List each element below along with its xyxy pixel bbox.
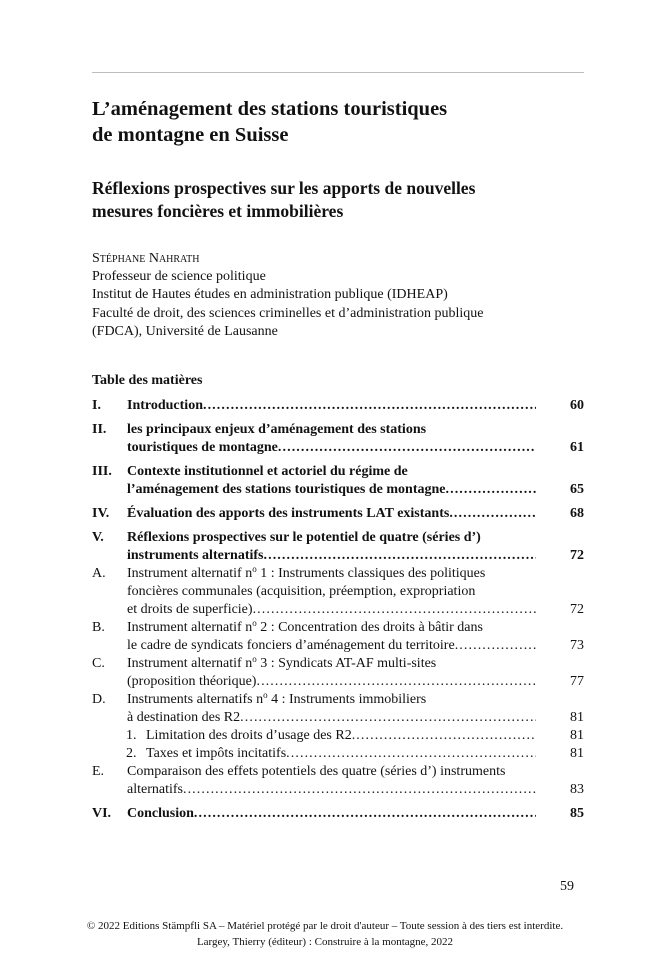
toc-entry-title: le cadre de syndicats fonciers d’aménagement du territoire	[127, 638, 455, 653]
toc-entry-page: 72	[570, 602, 584, 617]
author-name: Stéphane Nahrath	[92, 251, 200, 266]
toc-entry-line: Instruments alternatifs $n^o$ 4 : Instruments immobiliers	[127, 690, 427, 707]
toc-entry-number: D.	[92, 692, 106, 707]
dot-leader	[446, 481, 537, 499]
toc-entry-line: Instrument alternatif $n^o$ 2 : Concentration des droits à bâtir dans	[127, 618, 483, 635]
toc-entry-line: Instrument alternatif $n^o$ 3 : Syndicats AT-AF multi-sites	[127, 654, 437, 671]
toc-entry-page: 61	[570, 440, 584, 455]
toc-entry-page: 81	[570, 728, 584, 743]
toc-entry-number: A.	[92, 566, 106, 581]
toc-entry-line: Contexte institutionnel et actoriel du régime de	[127, 464, 408, 479]
dot-leader	[278, 439, 536, 457]
toc-entry	[92, 691, 584, 727]
subtitle-line: mesures foncières et immobilières	[92, 201, 344, 221]
toc-entry-title: l’aménagement des stations touristiques de montagne	[127, 482, 446, 497]
toc-entry	[92, 619, 584, 655]
toc-entry	[92, 397, 584, 415]
toc-entry-title: Limitation des droits d’usage des R2	[146, 728, 352, 743]
toc-entry	[92, 463, 584, 499]
toc-entry-title: instruments alternatifs	[127, 548, 264, 563]
toc-entry	[92, 763, 584, 799]
toc-entry-title: à destination des R2	[127, 710, 241, 725]
toc-entry-title: Conclusion	[127, 806, 194, 821]
toc-entry-number: E.	[92, 764, 105, 779]
chapter-subtitle	[92, 177, 592, 223]
footer-line: © 2022 Editions Stämpfli SA – Matériel protégé par le droit d'auteur – Toute session à des tiers est interdite.	[86, 920, 564, 932]
toc-entry	[92, 565, 584, 619]
dot-leader	[286, 745, 536, 763]
title-line: de montagne en Suisse	[92, 124, 289, 146]
toc-entry-number: 2.	[126, 746, 137, 761]
toc-entry-page: 85	[570, 806, 584, 821]
toc-entry	[92, 745, 584, 763]
author-affiliation: Institut de Hautes études en administration publique (IDHEAP)	[92, 287, 448, 303]
toc-entry-number: 1.	[126, 728, 137, 743]
toc-entry	[92, 805, 584, 823]
toc-entry-title: Évaluation des apports des instruments LAT existants	[127, 506, 450, 521]
table-of-contents	[92, 397, 584, 823]
dot-leader	[352, 727, 536, 745]
toc-entry-line: Instrument alternatif $n^o$ 1 : Instruments classiques des politiques	[127, 564, 486, 581]
toc-entry-number: V.	[92, 530, 104, 545]
dot-leader	[253, 601, 536, 619]
toc-heading: Table des matières	[92, 373, 203, 388]
toc-entry	[92, 505, 584, 523]
author-affiliation: Professeur de science politique	[92, 269, 266, 285]
toc-entry	[92, 727, 584, 745]
title-line: L’aménagement des stations touristiques	[92, 98, 448, 120]
toc-entry-page: 73	[570, 638, 584, 653]
dot-leader	[256, 673, 536, 691]
dot-leader	[264, 547, 537, 565]
dot-leader	[455, 637, 536, 655]
dot-leader	[194, 805, 536, 823]
toc-entry-page: 65	[570, 482, 584, 497]
toc-entry-number: III.	[92, 464, 112, 479]
toc-entry-title: (proposition théorique)	[127, 674, 257, 689]
toc-entry-line: les principaux enjeux d’aménagement des stations	[127, 422, 427, 437]
toc-entry-line: Comparaison des effets potentiels des quatre (séries d’) instruments	[127, 764, 506, 779]
toc-entry-page: 81	[570, 710, 584, 725]
toc-entry-page: 81	[570, 746, 584, 761]
toc-entry-title: Taxes et impôts incitatifs	[146, 746, 287, 761]
footer-line: Largey, Thierry (éditeur) : Construire à la montagne, 2022	[196, 936, 454, 948]
toc-entry-title: touristiques de montagne	[127, 440, 278, 455]
author-affiliation: (FDCA), Université de Lausanne	[92, 323, 278, 339]
toc-entry-number: II.	[92, 422, 107, 437]
top-rule	[92, 72, 584, 73]
toc-entry-title: et droits de superficie)	[127, 602, 253, 617]
toc-entry-page: 77	[570, 674, 584, 689]
subtitle-line: Réflexions prospectives sur les apports de nouvelles	[92, 178, 476, 198]
dot-leader	[183, 781, 536, 799]
copyright-footer	[0, 918, 650, 950]
dot-leader	[240, 709, 536, 727]
toc-entry-number: VI.	[92, 806, 112, 821]
toc-entry-page: 72	[570, 548, 584, 563]
toc-entry-page: 60	[570, 398, 584, 413]
author-affiliation: Faculté de droit, des sciences criminelles et d’administration publique	[92, 305, 484, 321]
toc-entry-title: Introduction	[127, 398, 203, 413]
dot-leader	[449, 505, 536, 523]
toc-entry	[92, 655, 584, 691]
toc-entry	[92, 421, 584, 457]
toc-entry-line: Réflexions prospectives sur le potentiel de quatre (séries d’)	[127, 530, 481, 545]
chapter-title	[92, 96, 592, 148]
dot-leader	[203, 397, 536, 415]
toc-entry-number: B.	[92, 620, 105, 635]
toc-entry-number: C.	[92, 656, 105, 671]
page-number: 59	[560, 879, 574, 894]
toc-entry-number: I.	[92, 398, 101, 413]
toc-entry-page: 83	[570, 782, 584, 797]
toc-entry-line: foncières communales (acquisition, préemption, expropriation	[127, 584, 476, 599]
toc-entry-number: IV.	[92, 506, 110, 521]
toc-entry-page: 68	[570, 506, 584, 521]
toc-entry-title: alternatifs	[127, 782, 183, 797]
author-block	[92, 250, 592, 341]
toc-entry	[92, 529, 584, 565]
